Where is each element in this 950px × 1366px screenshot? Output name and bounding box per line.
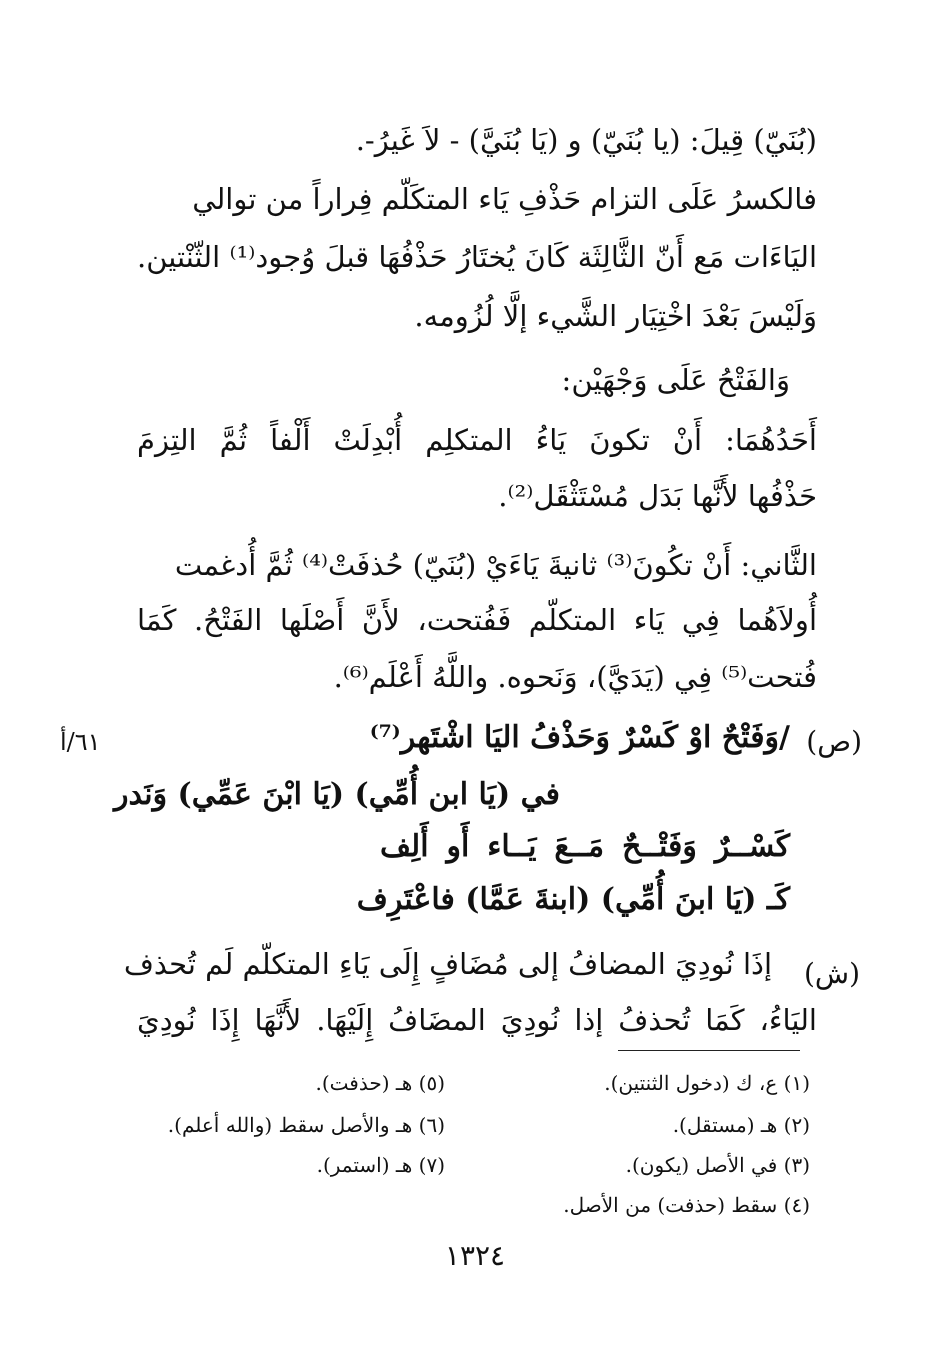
footnote-5: (٥) هـ (حذفت). <box>315 1071 445 1095</box>
body-line-7: حَذْفُها لأَنَّها بَدَل مُسْتَثْقَل⁽²⁾. <box>498 479 817 513</box>
body-line-5: وَالفَتْحُ عَلَى وَجْهَيْن: <box>561 363 790 397</box>
footnote-divider <box>618 1050 800 1051</box>
footnote-4: (٤) سقط (حذفت) من الأصل. <box>563 1193 810 1217</box>
footnote-1: (١) ع، ك (دخول الثنتين). <box>604 1071 810 1095</box>
body-line-6: أَحَدُهُمَا: أَنْ تكونَ يَاءُ المتكلِم أُبْدِلَتْ أَلْفاً ثُمَّ التِزمَ <box>137 423 817 457</box>
body-line-3: اليَاءَات مَع أَنّ الثَّالِثَة كَانَ يُختَارُ حَذْفُهَا قبلَ وُجود⁽¹⁾ الثّنْتين. <box>137 240 817 274</box>
body-line-10: فُتحت⁽⁵⁾ فِي (يَدَيَّ)، وَنَحوه. واللَّهُ أَعْلَم⁽⁶⁾. <box>333 660 817 694</box>
body-line-9: أُولاَهُما فِي يَاء المتكلّم فَفُتحت، لأَنَّ أَصْلَها الفَتْحُ. كَمَا <box>137 603 817 637</box>
verse-line-1: /وَفَتْحٌ اوْ كَسْرٌ وَحَذْفُ اليَا اشْتَهر⁽⁷⁾ <box>369 720 790 755</box>
commentary-line-1: إذَا نُودِيَ المضافُ إلى مُضَافٍ إِلَى يَاءِ المتكلّم لَم تُحذف <box>123 947 772 981</box>
folio-reference: ٦١/أ <box>60 728 101 756</box>
footnote-2: (٢) هـ (مستقل). <box>672 1113 810 1137</box>
verse-marker: (ص) <box>806 725 862 758</box>
verse-line-3: كَسْــرٌ وَفَتْــحٌ مَــعَ يَــاء أَو أَلِف <box>380 829 790 864</box>
page-number: ١٣٢٤ <box>444 1239 506 1272</box>
footnote-6: (٦) هـ والأصل سقط (والله أعلم). <box>167 1113 445 1137</box>
footnote-7: (٧) هـ (استمر). <box>316 1153 445 1177</box>
body-line-2: فالكسرُ عَلَى التزام حَذْفِ يَاء المتكَلّم فِراراً من توالي <box>192 182 817 216</box>
body-line-4: وَلَيْسَ بَعْدَ اخْتِيَار الشَّيء إلَّا لُزُومه. <box>414 299 817 333</box>
body-line-8: الثَّاني: أَنْ تكُونَ⁽³⁾ ثانيةَ يَاءَيْ (بُنَيّ) حُذفَتْ⁽⁴⁾ ثُمَّ أُدغمت <box>174 548 817 582</box>
commentary-marker: (ش) <box>803 957 860 990</box>
body-line-1: (بُنَيّ) قِيلَ: (يا بُنَيّ) و (يَا بُنَيَّ) - لاَ غَيرُ-. <box>355 123 817 157</box>
commentary-line-2: اليَاءُ، كَمَا تُحذفُ إذا نُودِيَ المضَافُ إِلَيْهَا. لأَنَّهَا إِذَا نُودِيَ <box>137 1003 817 1037</box>
verse-line-4: كَـ (يَا ابنَ أُمِّي) (ابنةَ عَمَّا) فاعْتَرِف <box>356 882 790 917</box>
footnote-3: (٣) في الأصل (يكون). <box>625 1153 810 1177</box>
verse-line-2: في (يَا ابن أُمِّي) (يَا ابْنَ عَمِّي) وَنَدر <box>114 777 560 812</box>
